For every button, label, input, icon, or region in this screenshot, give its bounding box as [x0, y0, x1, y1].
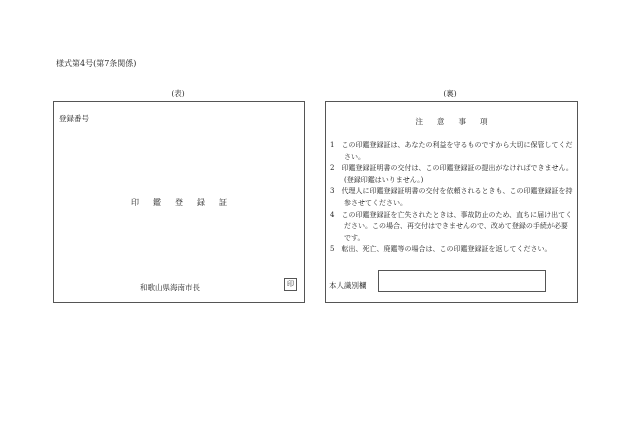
- issuer-name: 和歌山県海南市長: [140, 283, 200, 292]
- form-number: 様式第4号(第7条関係): [56, 59, 137, 68]
- front-side-label: (表): [171, 89, 185, 98]
- note-item: 1 この印鑑登録証は、あなたの利益を守るものですから大切に保管してください。: [330, 141, 573, 161]
- back-side-label: (裏): [443, 89, 457, 98]
- certificate-front: [53, 101, 305, 303]
- certificate-title: 印鑑登録証: [131, 198, 241, 207]
- note-item: 2 印鑑登録証明書の交付は、この印鑑登録証の提出がなければできません。(登録印鑑はいりません。): [330, 164, 573, 184]
- notes-list: [330, 140, 573, 256]
- note-item: 5 転出、死亡、廃鑑等の場合は、この印鑑登録証を返してください。: [330, 245, 552, 254]
- notes-title: 注意事項: [415, 117, 502, 126]
- note-item: 4 この印鑑登録証を亡失されたときは、事故防止のため、直ちに届け出てください。この場合、再交付はできませんので、改めて登録の手続が必要です。: [330, 210, 573, 242]
- note-item: 3 代理人に印鑑登録証明書の交付を依頼されるときも、この印鑑登録証を持参させてください。: [330, 187, 573, 207]
- registration-number-label: 登録番号: [59, 114, 89, 123]
- id-field-box: [378, 270, 546, 292]
- seal-stamp-box: 印: [284, 278, 297, 291]
- certificate-back: [325, 101, 578, 303]
- id-field-label: 本人識別欄: [329, 281, 367, 290]
